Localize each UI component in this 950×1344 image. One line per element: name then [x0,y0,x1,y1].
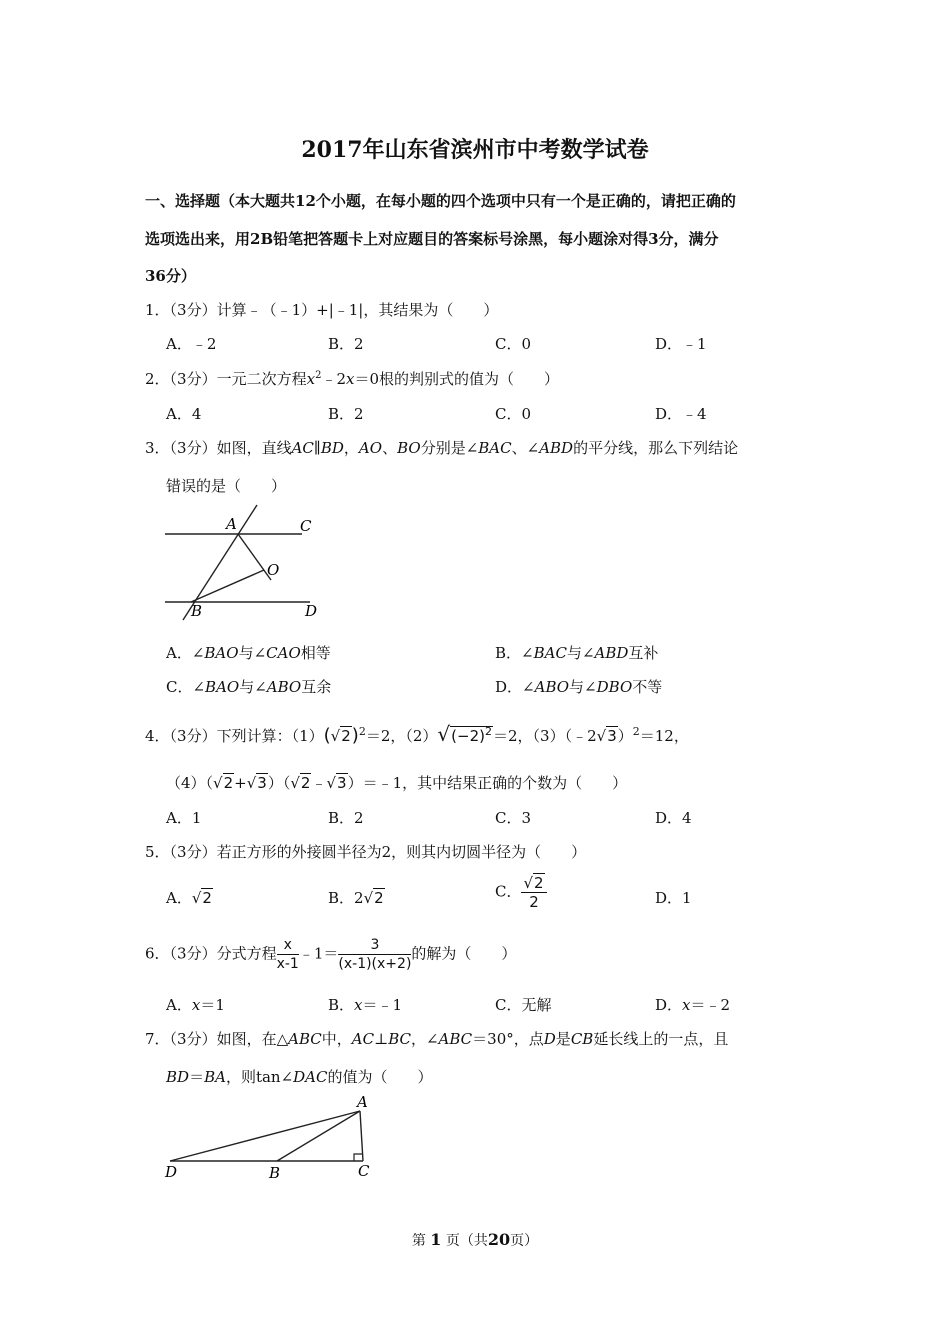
q4-option-a: A．1 [166,809,202,827]
label-o: O [267,561,280,579]
label-d: D [305,602,318,620]
q5-option-a: A．√2 [166,889,212,907]
question-3-line-2: 错误的是（ ） [166,477,287,495]
q6-option-d: D．x＝﹣2 [655,996,731,1014]
q6-option-c: C．无解 [495,996,552,1014]
question-7-line-2: BD＝BA，则tan∠DAC的值为（ ） [166,1068,433,1086]
q2-option-d: D．﹣4 [655,405,707,423]
q1-option-b: B．2 [328,335,364,353]
segment-bo [191,570,264,602]
q1-option-c: C．0 [495,335,532,353]
label-a: A [226,515,237,533]
label-d: D [165,1163,178,1181]
section-heading-line-1: 一、选择题（本大题共12个小题，在每小题的四个选项中只有一个是正确的，请把正确的 [145,192,736,210]
question-4-line-2: （4）（√2+√3）（√2﹣√3）＝﹣1，其中结果正确的个数为（ ） [166,774,628,792]
label-a: A [357,1093,368,1111]
q4-option-d: D．4 [655,809,692,827]
q3-option-d: D．∠ABO与∠DBO不等 [495,678,663,696]
q1-option-a: A．﹣2 [166,335,217,353]
question-4: 4．（3分）下列计算：$(1)(√2)^2=2$，$(2)√(-2)^2=2$，（3）（﹣2√3）$^2$＝12， [145,722,689,746]
q7-figure [160,1092,380,1182]
q4-option-c: C．3 [495,809,532,827]
q5-option-b: B．2√2 [328,889,384,907]
q6-option-b: B．x＝﹣1 [328,996,403,1014]
q1-option-d: D．﹣1 [655,335,707,353]
q2-option-a: A．4 [166,405,202,423]
page-total: 20 [487,1230,511,1249]
question-3: 3．（3分）如图，直线AC∥BD，AO、BO分别是∠BAC、∠ABD的平分线，那么下列结论 [145,439,739,457]
segment-da [170,1111,360,1161]
q3-option-a: A．∠BAO与∠CAO相等 [166,644,331,662]
q4-option-b: B．2 [328,809,364,827]
q5-option-d: D．1 [655,889,692,907]
label-b: B [269,1164,281,1182]
question-6: 6．（3分）分式方程 $\frac{x}{x-1}$ ﹣1＝ $\frac{3}{(x-1)(x+2)}$ 的解为（ ） [145,937,517,972]
q3-option-c: C．∠BAO与∠ABO互余 [166,678,332,696]
q2-option-c: C．0 [495,405,532,423]
label-c: C [358,1162,370,1180]
q3-figure [160,503,330,623]
label-c: C [300,517,312,535]
section-heading-line-3: 36分） [145,267,196,285]
q2-option-b: B．2 [328,405,364,423]
q6-option-a: A．x＝1 [166,996,225,1014]
q5-option-c: C． $\frac{√2}{2}$ [495,874,547,911]
right-angle-mark [354,1154,362,1161]
question-5: 5．（3分）若正方形的外接圆半径为2，则其内切圆半径为（ ） [145,843,587,861]
page-number: 1 [430,1230,442,1249]
question-7: 7．（3分）如图，在△ABC中，AC⊥BC，∠ABC＝30°，点D是CB延长线上的一点，且 [145,1030,729,1048]
page-footer: 第 1 页（共20页） [411,1230,539,1249]
section-heading-line-2: 选项选出来，用2B铅笔把答题卡上对应题目的答案标号涂黑，每小题涂对得3分，满分 [145,230,719,248]
segment-ba [277,1111,360,1161]
question-2: 2．（3分）一元二次方程$x^2﹣2x=0$根的判别式的值为（ ） [145,370,559,388]
question-1: 1．（3分）计算﹣（﹣1）+|﹣1|，其结果为（ ） [145,301,499,319]
page-title: 2017年山东省滨州市中考数学试卷 [301,137,649,163]
label-b: B [191,602,203,620]
q3-option-b: B．∠BAC与∠ABD互补 [495,644,659,662]
